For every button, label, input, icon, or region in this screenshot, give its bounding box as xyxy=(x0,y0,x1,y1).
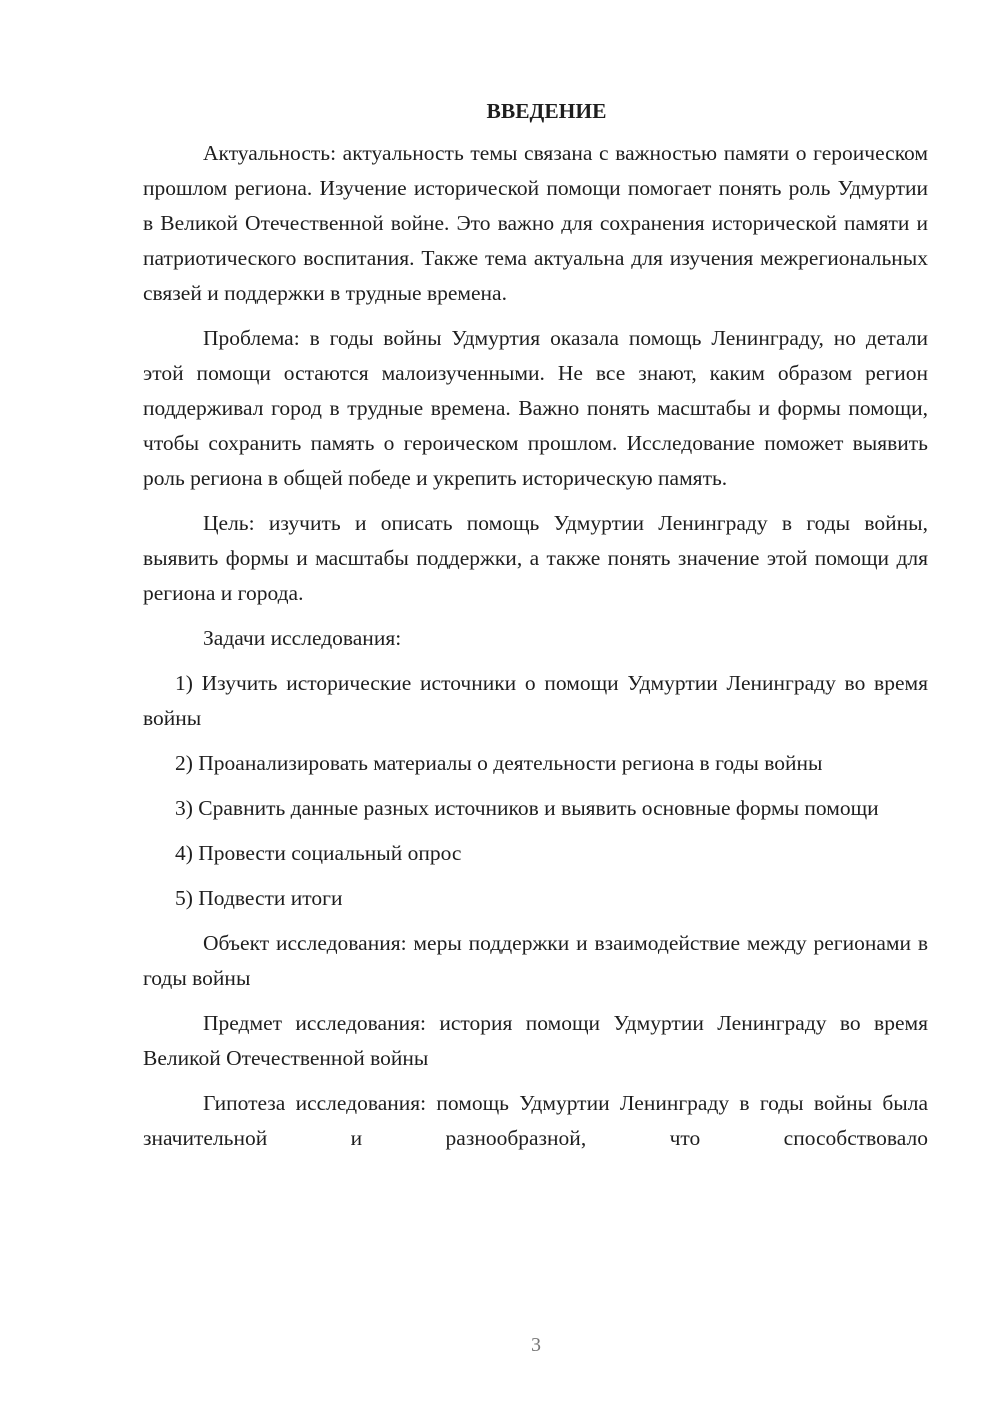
tasks-heading: Задачи исследования: xyxy=(203,626,402,650)
paragraph-goal: Цель: изучить и описать помощь Удмуртии Ленинграду в годы войны, выявить формы и масштабы поддержки, а также понять значение этой помощи для региона и города. xyxy=(143,511,928,605)
paragraph-problem: Проблема: в годы войны Удмуртия оказала помощь Ленинграду, но детали этой помощи остаются малоизученными. Не все знают, каким образом регион поддерживал город в трудные времена. Важно понять масштабы и формы помощи, чтобы сохранить память о героическом прошлом. Исследование поможет выявить роль региона в общей победе и укрепить историческую память. xyxy=(143,326,928,490)
page-title: ВВЕДЕНИЕ xyxy=(486,99,607,123)
page-number: 3 xyxy=(531,1334,541,1356)
tasks-list xyxy=(143,666,928,916)
paragraph-hypothesis: Гипотеза исследования: помощь Удмуртии Ленинграду в годы войны была значительной и разнообразной, что способствовало xyxy=(143,1091,928,1150)
task-item: 3) Сравнить данные разных источников и выявить основные формы помощи xyxy=(175,796,879,820)
paragraph-subject: Предмет исследования: история помощи Удмуртии Ленинграду во время Великой Отечественной войны xyxy=(143,1011,928,1070)
task-item: 5) Подвести итоги xyxy=(175,886,343,910)
paragraph-relevance: Актуальность: актуальность темы связана с важностью памяти о героическом прошлом региона. Изучение исторической помощи помогает понять роль Удмуртии в Великой Отечественной войне. Это важно для сохранения исторической памяти и патриотического воспитания. Также тема актуальна для изучения межрегиональных связей и поддержки в трудные времена. xyxy=(143,141,928,305)
task-item: 1) Изучить исторические источники о помощи Удмуртии Ленинграду во время войны xyxy=(143,671,928,730)
task-item: 2) Проанализировать материалы о деятельности региона в годы войны xyxy=(175,751,823,775)
paragraph-object: Объект исследования: меры поддержки и взаимодействие между регионами в годы войны xyxy=(143,931,928,990)
task-item: 4) Провести социальный опрос xyxy=(175,841,462,865)
page-content xyxy=(143,94,928,1166)
